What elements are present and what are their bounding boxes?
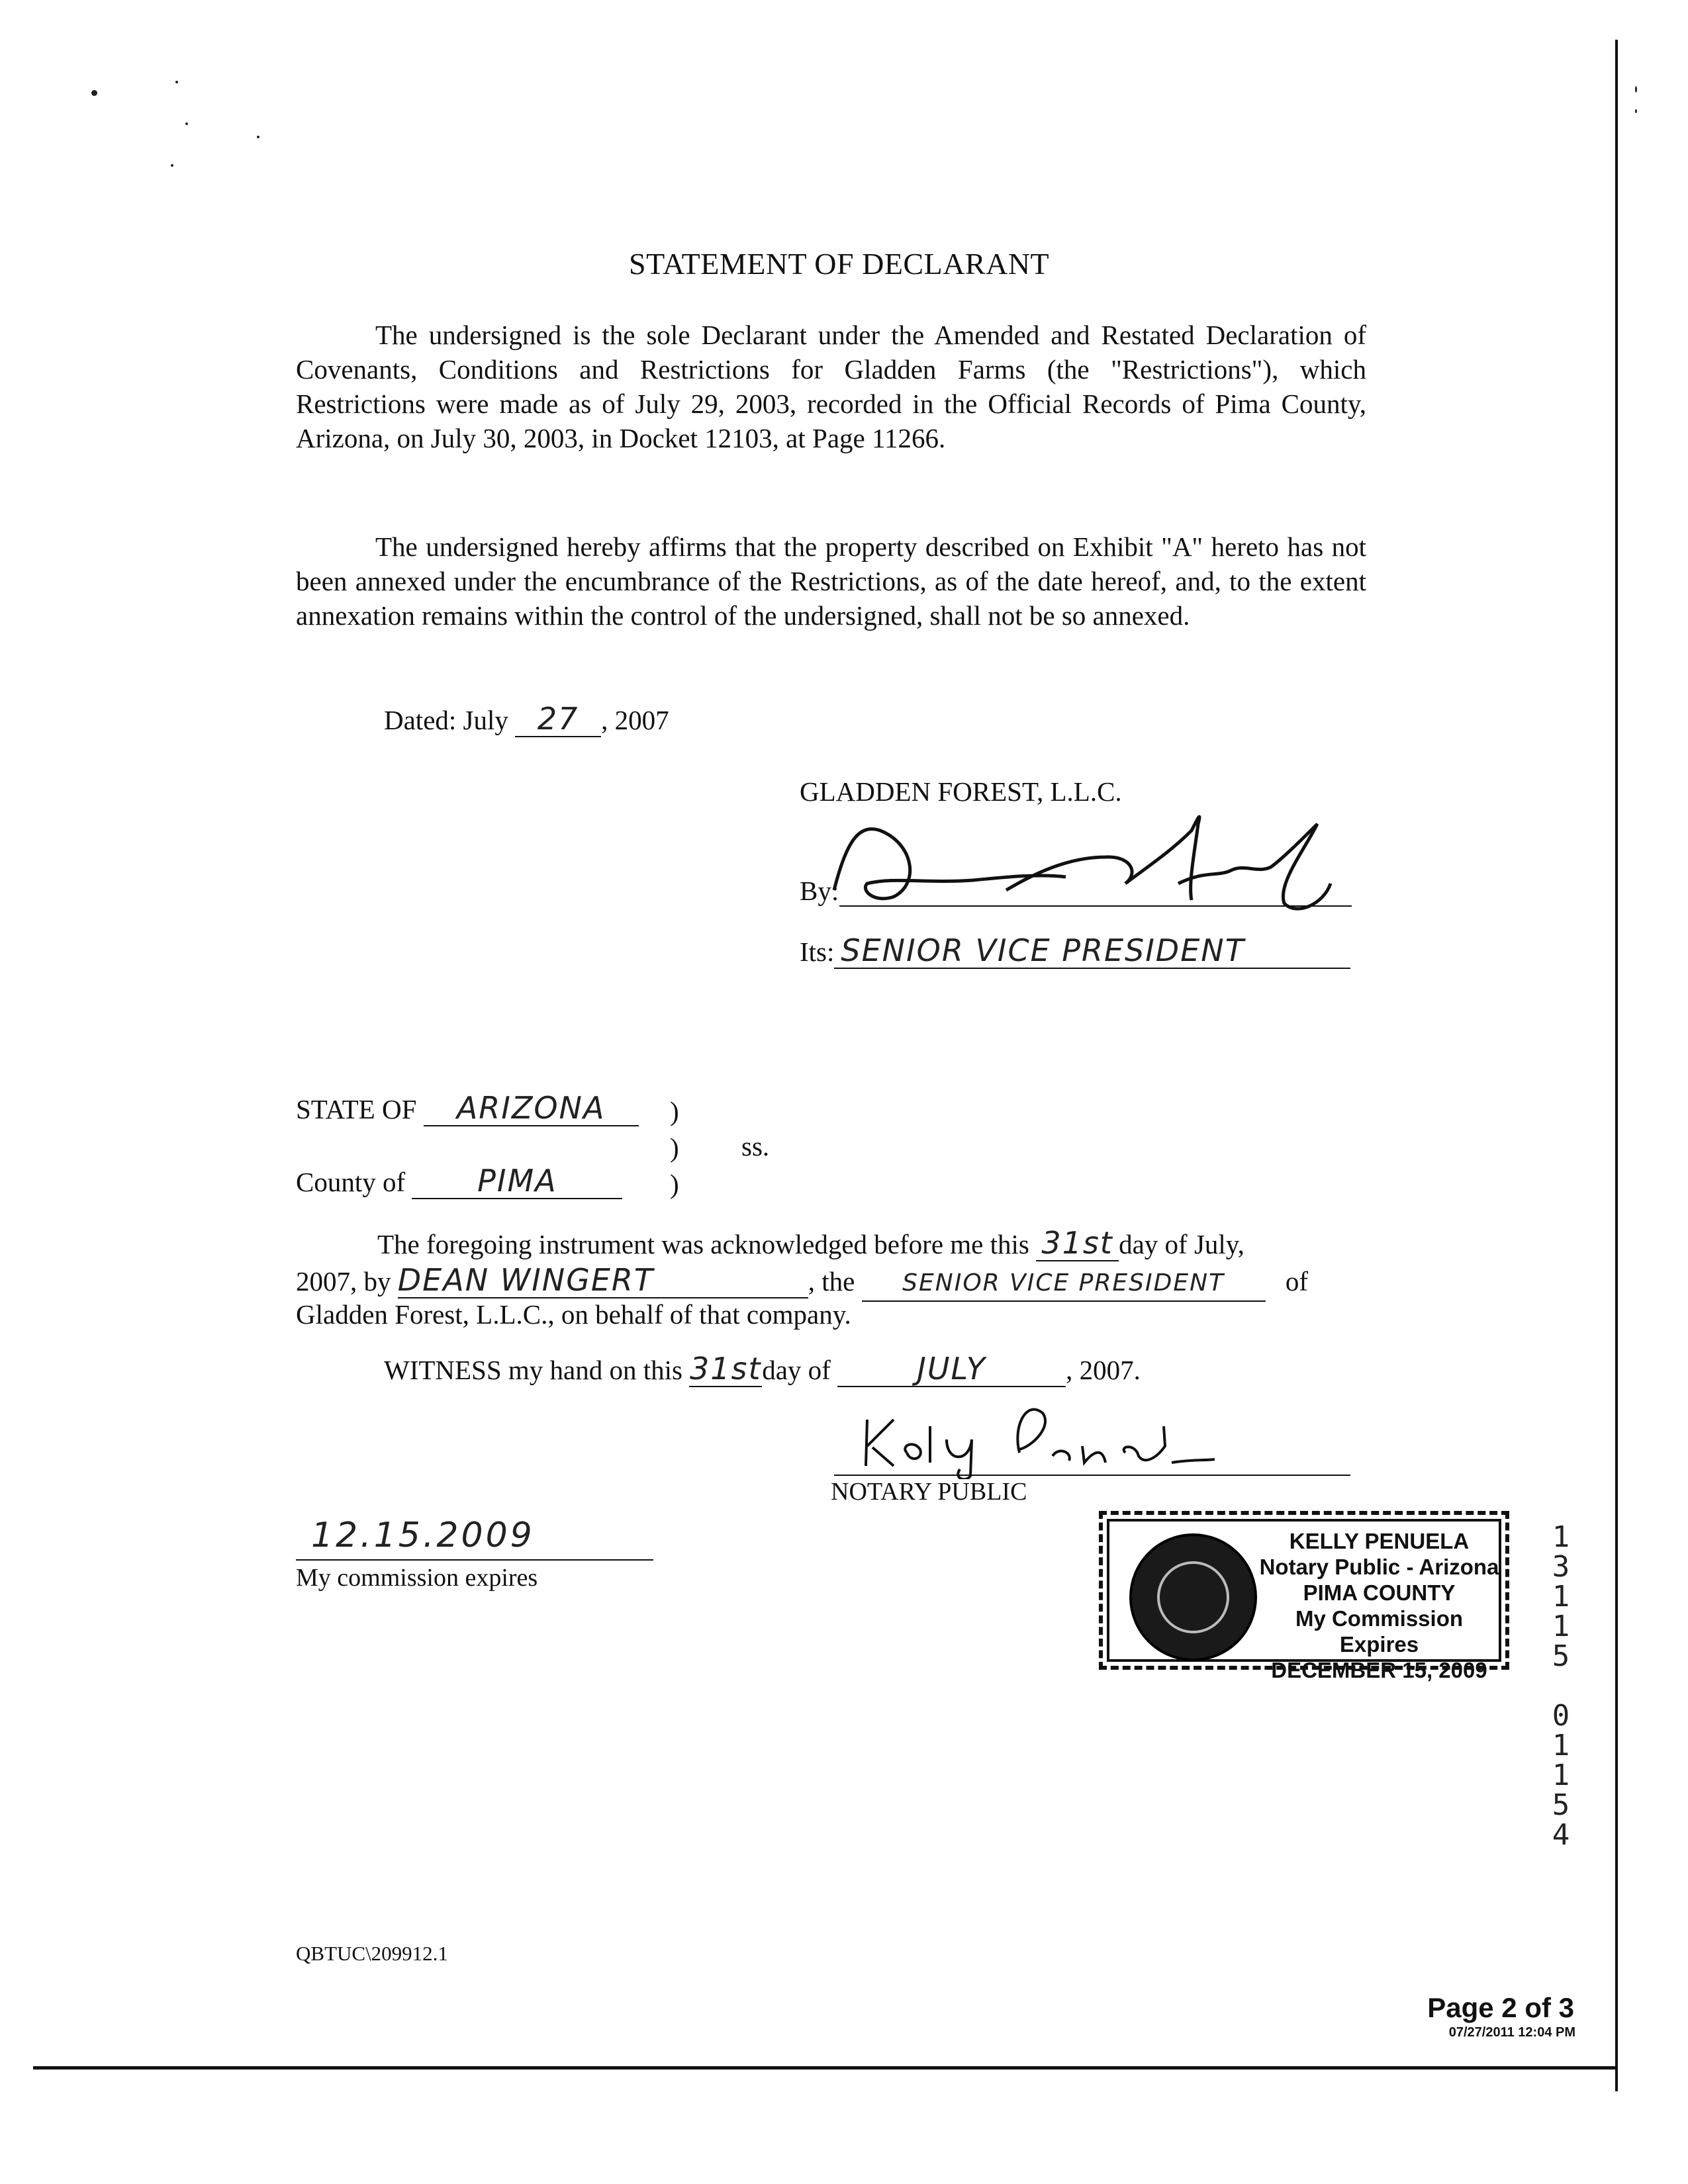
stamp-notary-title: Notary Public - Arizona — [1259, 1555, 1499, 1579]
venue-state-value: ARIZONA — [424, 1091, 639, 1126]
notary-signature — [854, 1400, 1225, 1479]
page-border-bottom — [33, 2066, 1618, 2070]
venue-paren-3: ) — [670, 1169, 679, 1199]
venue-county-value: PIMA — [412, 1163, 622, 1199]
paragraph-affirmation-text: The undersigned hereby affirms that the property described on Exhibit "A" hereto has not been annexed under the encumbrance of the Restrictions, as of the date hereof, and, to the extent annexation remains within the control of the undersigned, shall not be so annexed. — [296, 531, 1366, 631]
acknowledgment-part4: , the — [808, 1266, 855, 1297]
document-id: QBTUC\209912.1 — [296, 1942, 448, 1965]
stamp-commission-date: DECEMBER 15, 2009 — [1271, 1658, 1487, 1682]
acknowledgment-part3: 2007, by — [296, 1266, 391, 1297]
scan-speck — [1635, 86, 1637, 93]
commission-label: My commission expires — [296, 1564, 538, 1592]
dated-line — [384, 702, 669, 737]
acknowledgment-title: SENIOR VICE PRESIDENT — [862, 1266, 1266, 1302]
acknowledgment-name: DEAN WINGERT — [398, 1263, 808, 1298]
venue-state-label: STATE OF — [296, 1094, 417, 1124]
signature-its-label: Its: — [800, 936, 835, 967]
scan-speck — [185, 122, 188, 125]
document-title: STATEMENT OF DECLARANT — [629, 247, 1050, 281]
venue-county-label: County of — [296, 1167, 406, 1197]
witness-month: JULY — [837, 1351, 1066, 1387]
acknowledgment-line-3: Gladden Forest, L.L.C., on behalf of that company. — [296, 1299, 851, 1330]
witness-part3: , 2007. — [1066, 1355, 1141, 1385]
witness-part2: day of — [762, 1355, 831, 1385]
recording-number — [1548, 1522, 1574, 1850]
recording-number-text: 1 3 1 1 5 0 1 1 5 4 — [1552, 1520, 1570, 1852]
notary-label: NOTARY PUBLIC — [831, 1478, 1027, 1506]
venue-ss: ss. — [741, 1131, 770, 1161]
witness-part1: WITNESS my hand on this — [384, 1355, 682, 1385]
venue-paren-2: ) — [670, 1132, 679, 1163]
dated-day: 27 — [515, 702, 601, 737]
stamp-notary-name: KELLY PENUELA — [1289, 1529, 1470, 1553]
acknowledgment-part1: The foregoing instrument was acknowledged before me this — [377, 1229, 1029, 1259]
dated-suffix: , 2007 — [601, 705, 669, 735]
scan-speck — [1635, 109, 1637, 113]
notary-signature-line — [834, 1475, 1350, 1476]
venue-state-line — [296, 1091, 639, 1126]
page-number: Page 2 of 3 — [1427, 1992, 1574, 2023]
page-timestamp: 07/27/2011 12:04 PM — [1448, 2025, 1575, 2040]
paragraph-declarant — [296, 318, 1366, 455]
stamp-county: PIMA COUNTY — [1303, 1580, 1456, 1605]
notary-stamp — [1099, 1511, 1509, 1682]
witness-line — [384, 1351, 1141, 1387]
stamp-commission-label: My Commission Expires — [1295, 1606, 1464, 1657]
scan-speck — [175, 81, 178, 83]
acknowledgment-line-2 — [296, 1263, 1308, 1302]
signature-by-label: By: — [800, 876, 839, 906]
commission-date: 12.15.2009 — [311, 1516, 535, 1555]
venue-county-line — [296, 1163, 622, 1199]
acknowledgment-line-1 — [377, 1226, 1244, 1261]
signature-its-value: SENIOR VICE PRESIDENT — [834, 933, 1350, 969]
commission-line — [296, 1559, 653, 1561]
witness-day: 31st — [689, 1351, 762, 1387]
paragraph-declarant-text: The undersigned is the sole Declarant under the Amended and Restated Declaration of Covenants, Conditions and Restrictions for Gladden Farms (the "Restrictions"), which Restrictions were made as of July 29, 2003, recorded in the Official Records of Pima County, Arizona, on July 30, 2003, in Docket 12103, at Page 11266. — [296, 320, 1366, 453]
scan-speck — [257, 136, 259, 138]
scan-speck — [171, 164, 173, 167]
state-seal-icon — [1129, 1533, 1257, 1661]
acknowledgment-part5: of — [1285, 1266, 1308, 1297]
paragraph-affirmation — [296, 529, 1366, 633]
acknowledgment-part2: day of July, — [1119, 1229, 1244, 1259]
company-name: GLADDEN FOREST, L.L.C. — [800, 776, 1122, 807]
declarant-signature — [821, 811, 1350, 917]
notary-stamp-text — [1255, 1528, 1503, 1683]
dated-prefix: Dated: July — [384, 705, 508, 735]
notary-stamp-frame — [1107, 1519, 1501, 1682]
acknowledgment-day: 31st — [1036, 1226, 1119, 1261]
venue-paren-1: ) — [670, 1096, 679, 1126]
scan-speck — [91, 90, 97, 96]
signature-its-line — [800, 933, 1350, 969]
page-border-right — [1615, 40, 1618, 2091]
